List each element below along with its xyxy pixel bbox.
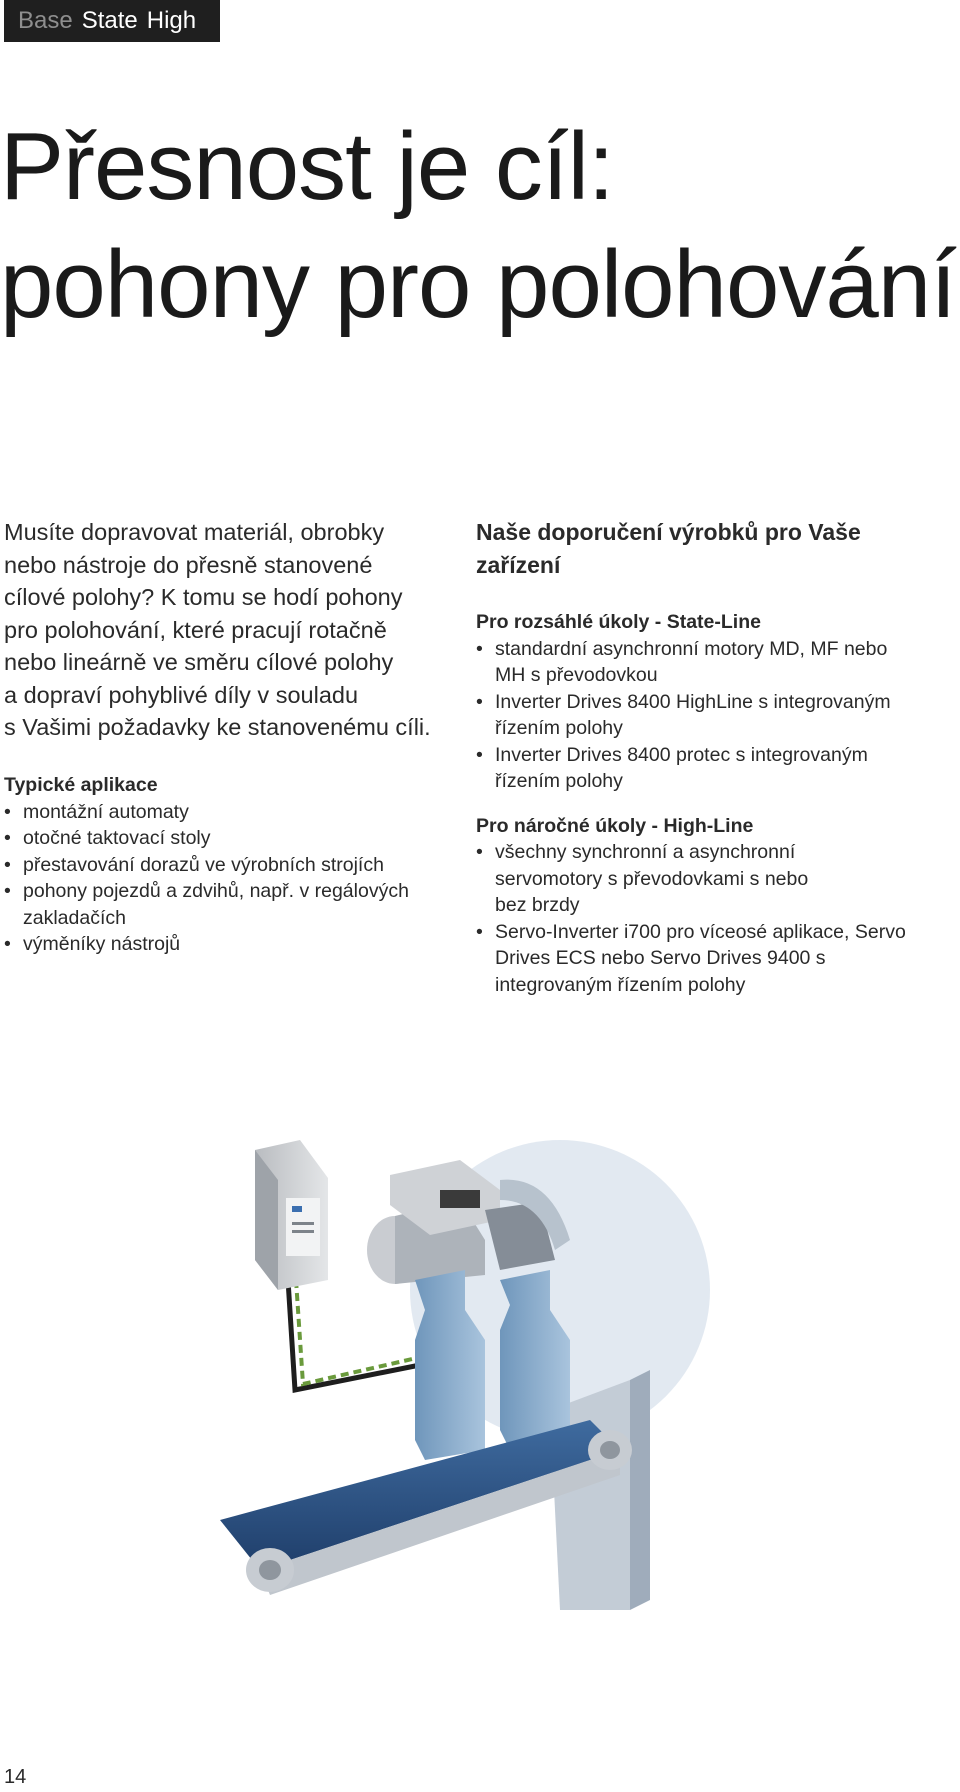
heading-line: Naše doporučení výrobků pro Vaše	[476, 519, 861, 545]
list-item: • všechny synchronní a asynchronní servomotory s převodovkami s nebo bez brzdy	[476, 839, 835, 919]
list-item: • pohony pojezdů a zdvihů, např. v regálových zakladačích	[4, 878, 433, 931]
intro-line: nebo lineárně ve směru cílové polohy	[4, 649, 394, 675]
inverter-drive	[255, 1140, 328, 1290]
high-line-block	[476, 813, 946, 999]
intro-line: cílové polohy? K tomu se hodí pohony	[4, 584, 403, 610]
page-title	[0, 108, 956, 344]
title-line-2: pohony pro polohování	[0, 231, 956, 338]
list-item: • otočné taktovací stoly	[4, 825, 454, 852]
series-tag	[4, 0, 220, 42]
intro-line: a dopraví pohyblivé díly v souladu	[4, 681, 359, 708]
high-line-list	[476, 839, 946, 998]
state-line-heading: Pro rozsáhlé úkoly - State-Line	[476, 611, 761, 633]
list-item: • montážní automaty	[4, 799, 454, 826]
recommendations	[476, 516, 946, 998]
list-item: • Inverter Drives 8400 HighLine s integrovaným řízením polohy	[476, 689, 935, 742]
heading-line: zařízení	[476, 551, 561, 578]
list-item: • Servo-Inverter i700 pro víceosé aplikace, Servo Drives ECS nebo Servo Drives 9400 s integrovaným řízením polohy	[476, 919, 910, 999]
tag-state: State	[81, 7, 138, 34]
page-number: 14	[4, 1766, 27, 1788]
typical-applications	[4, 772, 454, 958]
state-line-list	[476, 636, 946, 795]
tag-high: High	[146, 7, 197, 34]
intro-line: pro polohování, které pracují rotačně	[4, 616, 387, 643]
recommendations-heading	[476, 516, 946, 581]
tag-base: Base	[18, 7, 73, 34]
title-line-1: Přesnost je cíl:	[0, 113, 614, 220]
state-line-block	[476, 609, 946, 795]
support-frame-side	[630, 1370, 650, 1610]
typical-applications-heading: Typické aplikace	[4, 774, 158, 796]
typical-applications-list	[4, 799, 454, 958]
high-line-heading: Pro náročné úkoly - High-Line	[476, 814, 754, 837]
positioning-drive-illustration	[200, 1130, 800, 1650]
list-item: • výměníky nástrojů	[4, 931, 454, 958]
intro-line: s Vašimi požadavky ke stanovenému cíli.	[4, 714, 431, 740]
list-item: • Inverter Drives 8400 protec s integrovaným řízením polohy	[476, 742, 925, 795]
intro-paragraph	[4, 516, 444, 744]
intro-line: Musíte dopravovat materiál, obrobky	[4, 519, 385, 545]
list-item: • přestavování dorazů ve výrobních strojích	[4, 852, 454, 879]
intro-line: nebo nástroje do přesně stanovené	[4, 551, 373, 578]
list-item: • standardní asynchronní motory MD, MF nebo MH s převodovkou	[476, 636, 915, 689]
